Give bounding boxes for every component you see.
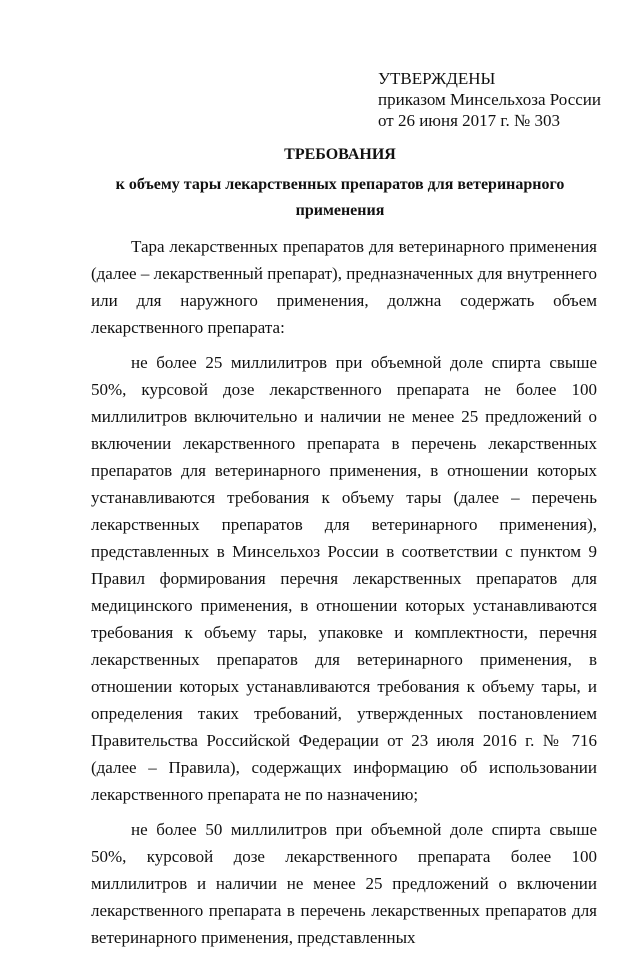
approval-order: приказом Минсельхоза России — [378, 90, 601, 109]
paragraph-intro: Тара лекарственных препаратов для ветеринарного применения (далее – лекарственный препарат), предназначенных для внутреннего или для наружного применения, должна содержать объем лекарственного препарата: — [91, 237, 597, 337]
approval-date: от 26 июня 2017 г. № 303 — [378, 111, 560, 130]
approval-heading: УТВЕРЖДЕНЫ — [378, 69, 496, 88]
document-title: ТРЕБОВАНИЯ — [284, 146, 396, 163]
document-subtitle-line-2: применения — [295, 202, 385, 219]
document-body — [91, 233, 597, 959]
paragraph-item-25ml: не более 25 миллилитров при объемной доле спирта свыше 50%, курсовой дозе лекарственного препарата не более 100 миллилитров включительно и наличии не менее 25 предложений о включении лекарственного препарата в перечень лекарственных препаратов для ветеринарного применения, в отношении которых устанавливаются требования к объему тары (далее – перечень лекарственных препаратов для ветеринарного применения), представленных в Минсельхоз России в соответствии с пунктом 9 Правил формирования перечня лекарственных препаратов для медицинского применения, в отношении которых устанавливаются требования к объему тары, упаковке и комплектности, перечня лекарственных препаратов для ветеринарного применения, в отношении которых устанавливаются требования к объему тары, и определения таких требований, утвержденных постановлением Правительства Российской Федерации от 23 июля 2016 г. № 716 (далее – Правила), содержащих информацию об использовании лекарственного препарата не по назначению; — [91, 353, 597, 804]
paragraph-item-50ml: не более 50 миллилитров при объемной доле спирта свыше 50%, курсовой дозе лекарственного препарата более 100 миллилитров и наличии не менее 25 предложений о включении лекарственного препарата в перечень лекарственных препаратов для ветеринарного применения, представленных — [91, 820, 597, 947]
approval-block — [378, 68, 601, 131]
document-subtitle-line-1: к объему тары лекарственных препаратов для ветеринарного — [115, 176, 565, 193]
